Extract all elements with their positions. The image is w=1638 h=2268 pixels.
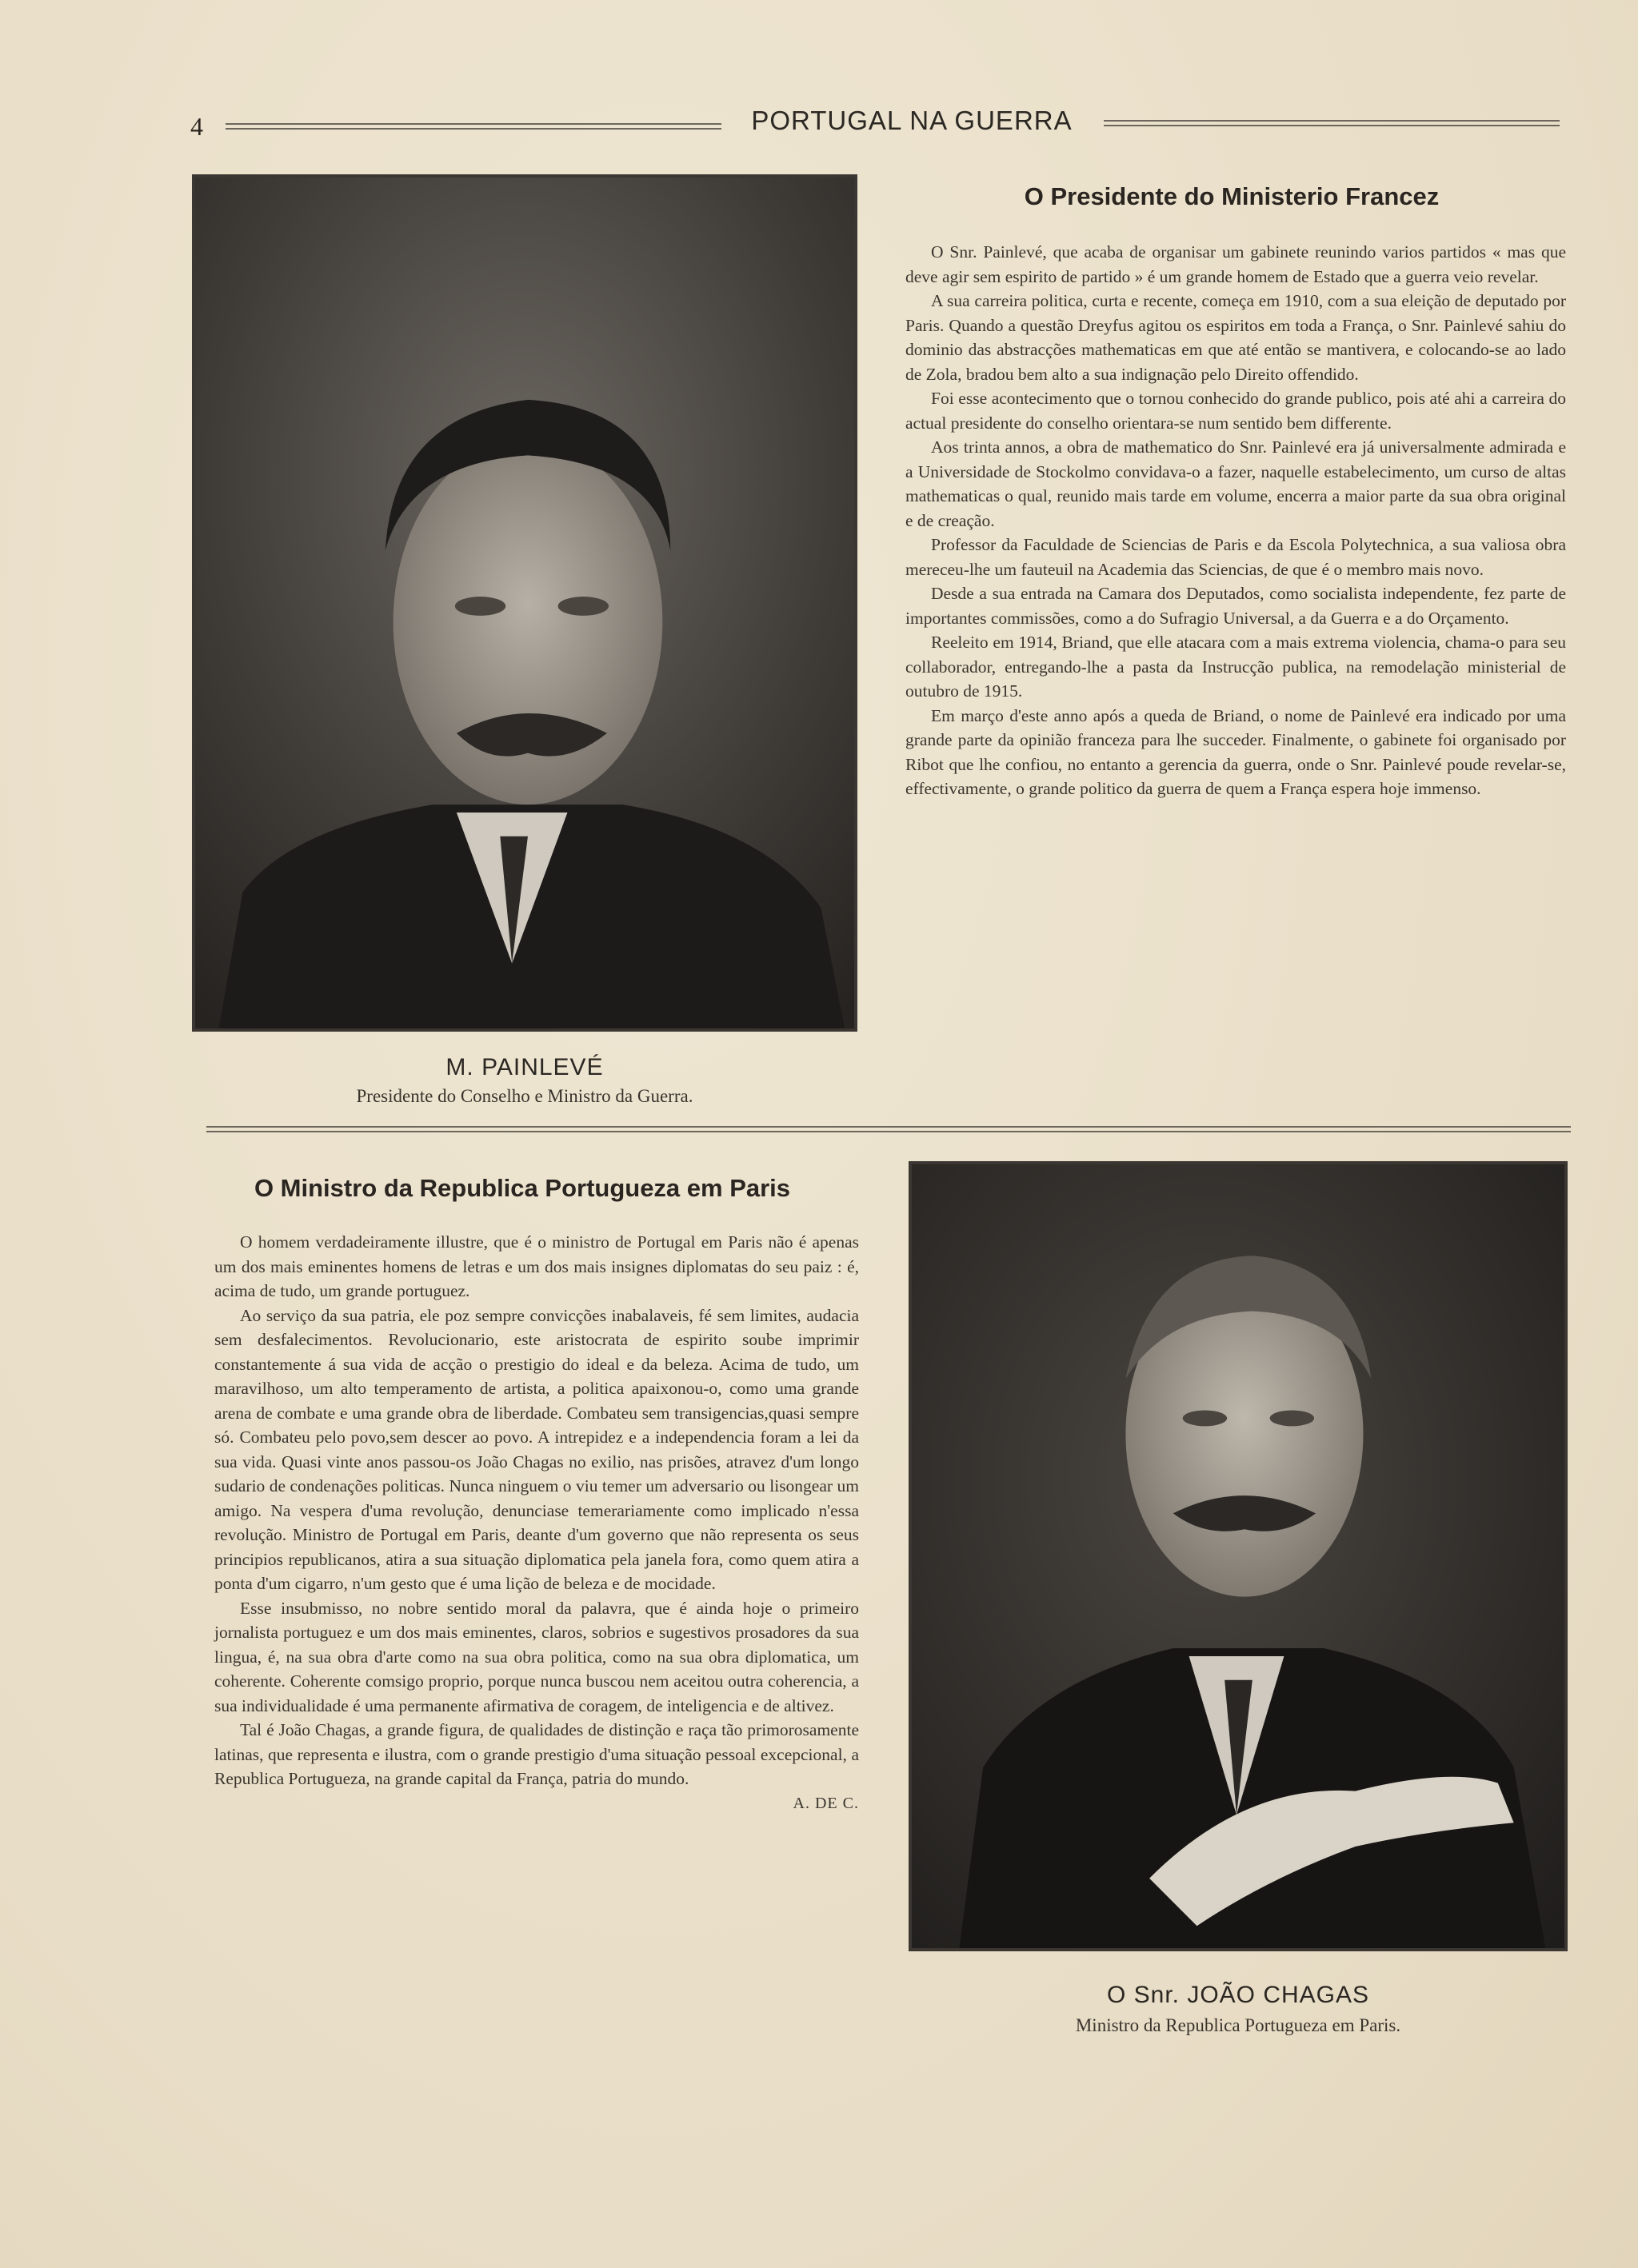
article1-heading: O Presidente do Ministerio Francez [1024,182,1440,210]
page-number: 4 [190,112,203,141]
article2-body [214,1230,859,1815]
running-head: PORTUGAL NA GUERRA [751,106,1073,135]
chagas-caption-title: Ministro da Republica Portugueza em Paris. [1075,2015,1401,2035]
article1-paragraph: O Snr. Painlevé, que acaba de organisar um gabinete reunindo varios partidos « mas que deve agir sem espirito de partido » é um grande homem de Estado que a guerra veio revelar. [905,242,1566,286]
painleve-portrait [192,174,857,1032]
article2-signature: A. DE C. [793,1794,859,1812]
header-rule-left [226,123,721,130]
article2-paragraph: Tal é João Chagas, a grande figura, de qualidades de distinção e raça tão primorosamente latinas, que representa e ilustra, com o grande prestigio d'uma situação pessoal excepcional, a Republica Portugueza, na grande capital da França, patria do mundo. [214,1720,859,1788]
article1-paragraph: Professor da Faculdade de Sciencias de Paris e da Escola Polytechnica, a sua valiosa obra mereceu-lhe um fauteuil na Academia das Sciencias, de que é o membro mais novo. [905,535,1566,579]
header-rule-right [1104,120,1560,126]
article1-paragraph: A sua carreira politica, curta e recente, começa em 1910, com a sua eleição de deputado por Paris. Quando a questão Dreyfus agitou os espiritos em toda a França, o Snr. Painlevé sahiu do dominio das abstracções mathematicas em que até então se mantivera, e colocando-se ao lado de Zola, bradou bem alto a sua indignação pelo Direito offendido. [905,291,1566,384]
article1-paragraph: Foi esse acontecimento que o tornou conhecido do grande publico, pois até ahi a carreira do actual presidente do conselho orientara-se num sentido bem differente. [905,389,1566,433]
painleve-caption-name: M. PAINLEVÉ [445,1054,604,1080]
article2-paragraph: Esse insubmisso, no nobre sentido moral da palavra, que é ainda hoje o primeiro jornalista portuguez e um dos mais eminentes, claros, sobrios e sugestivos prosadores da sua lingua, é, na sua obra d'arte como na sua obra politica, como na sua obra diplomatica, um coherente. Coherente comsigo proprio, porque nunca buscou nem aceitou outra coherencia, a sua individualidade é uma permanente afirmativa de coragem, de inteligencia e de altivez. [214,1598,859,1715]
section-divider [206,1126,1571,1132]
article1-paragraph: Reeleito em 1914, Briand, que elle atacara com a mais extrema violencia, chama-o para seu collaborador, entregando-lhe a pasta da Instrucção publica, na remodelação ministerial de outubro de 1915. [905,633,1566,701]
article2-heading: O Ministro da Republica Portugueza em Paris [254,1174,791,1202]
painleve-caption-title: Presidente do Conselho e Ministro da Guerra. [356,1086,693,1106]
article1-body [905,240,1566,801]
article2-paragraph: O homem verdadeiramente illustre, que é o ministro de Portugal em Paris não é apenas um dos mais eminentes homens de letras e um dos mais insignes diplomatas do seu paiz : é, acima de tudo, um grande portuguez. [214,1232,859,1300]
article2-paragraph: Ao serviço da sua patria, ele poz sempre convicções inabalaveis, fé sem limites, audacia sem desfalecimentos. Revolucionario, este aristocrata de espirito soube imprimir constantemente á sua vida de acção o prestigio do ideal e da beleza. Acima de tudo, um maravilhoso, um alto temperamento de artista, a politica apaixonou-o, como uma grande arena de combate e uma grande obra de liberdade. Combateu sem transigencias,quasi sempre só. Combateu pelo povo,sem descer ao povo. A intrepidez e a independencia foram a lei da sua vida. Quasi vinte anos passou-os João Chagas no exilio, nas prisões, atravez d'um longo sudario de condenações politicas. Nunca ninguem o viu temer um adversario ou lisongear um amigo. Na vespera d'uma revolução, denunciase temerariamente como implicado n'essa revolução. Ministro de Portugal em Paris, deante d'um governo que não representa os seus principios republicanos, atira a sua situação diplomatica pela janela fora, como quem atira a ponta d'um cigarro, n'um gesto que é uma lição de beleza e de mocidade. [214,1305,859,1593]
chagas-portrait [909,1161,1568,1951]
article1-paragraph: Aos trinta annos, a obra de mathematico do Snr. Painlevé era já universalmente admirada e a Universidade de Stockolmo convidava-o a fazer, naquelle estabelecimento, um curso de altas mathematicas o qual, reunido mais tarde em volume, encerra a maior parte da sua obra original e de creação. [905,437,1566,530]
article1-paragraph: Em março d'este anno após a queda de Briand, o nome de Painlevé era indicado por uma grande parte da opinião franceza para lhe succeder. Finalmente, o gabinete foi organisado por Ribot que lhe confiou, no entanto a gerencia da guerra, onde o Snr. Painlevé poude revelar-se, effectivamente, o grande politico da guerra de quem a França espera hoje immenso. [905,705,1566,798]
chagas-caption-name: O Snr. JOÃO CHAGAS [1106,1982,1370,2008]
article1-paragraph: Desde a sua entrada na Camara dos Deputados, como socialista independente, fez parte de importantes commissões, como a do Sufragio Universal, a da Guerra e a do Orçamento. [905,584,1566,628]
